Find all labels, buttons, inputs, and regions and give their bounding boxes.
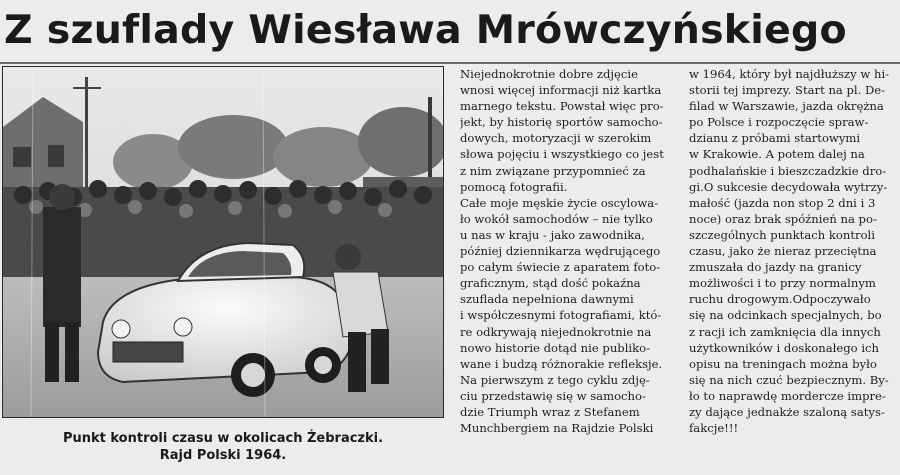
column-line: możliwości i to przy normalnym bbox=[689, 276, 876, 291]
column-line: fakcje!!! bbox=[689, 421, 739, 436]
column-line: słowa pojęciu i wszystkiego co jest bbox=[460, 147, 664, 162]
column-line: czasu, jako że nieraz przeciętna bbox=[689, 244, 877, 259]
column-line: dowych, motoryzacji w szerokim bbox=[460, 131, 652, 146]
article-column-1 bbox=[460, 66, 675, 436]
column-line: później dziennikarza wędrującego bbox=[460, 244, 661, 259]
column-line: gi.O sukcesie decydowała wytrzy- bbox=[689, 179, 888, 194]
column-line: u nas w kraju - jako zawodnika, bbox=[460, 227, 645, 242]
column-line: szczególnych punktach kontroli bbox=[689, 227, 875, 242]
column-line: wane i budzą różnorakie refleksje. bbox=[460, 356, 663, 371]
rally-car-photo bbox=[2, 66, 444, 418]
column-line: i współczesnymi fotografiami, któ- bbox=[460, 308, 662, 323]
column-line: noce) oraz brak spóźnień na po- bbox=[689, 211, 877, 226]
article-column-2 bbox=[689, 66, 897, 436]
column-line: szuflada nepełniona dawnymi bbox=[460, 292, 634, 307]
column-line: małość (jazda non stop 2 dni i 3 bbox=[689, 195, 876, 210]
column-line: się na nich czuć bezpiecznym. By- bbox=[689, 372, 889, 387]
column-line: z racji ich zamknięcia dla innych bbox=[689, 324, 881, 339]
column-line: zy dające jednakże szaloną satys- bbox=[689, 404, 885, 419]
column-line: ruchu drogowym.Odpoczywało bbox=[689, 292, 871, 307]
column-line: dzie Triumph wraz z Stefanem bbox=[460, 404, 640, 419]
column-line: jekt, by historię sportów samocho- bbox=[460, 115, 663, 130]
column-line: wnosi więcej informacji niż kartka bbox=[460, 83, 662, 98]
column-line: nowo historie dotąd nie publiko- bbox=[460, 340, 651, 355]
column-line: filad w Warszawie, jazda okrężna bbox=[689, 99, 884, 114]
column-line: zmuszała do jazdy na granicy bbox=[689, 260, 862, 275]
column-line: po całym świecie z aparatem foto- bbox=[460, 260, 661, 275]
caption-line-2: Rajd Polski 1964. bbox=[159, 448, 287, 463]
column-line: Munchbergiem na Rajdzie Polski bbox=[460, 421, 654, 436]
column-line: z nim związane przypomnieć za bbox=[460, 163, 646, 178]
column-line: ło to naprawdę mordercze impre- bbox=[689, 388, 886, 403]
column-line: po Polsce i rozpoczęcie spraw- bbox=[689, 115, 869, 130]
column-line: graficznym, stąd dość pokaźna bbox=[460, 276, 641, 291]
column-line: Całe moje męskie życie oscylowa- bbox=[460, 195, 659, 210]
column-line: w 1964, który był najdłuższy w hi- bbox=[689, 67, 890, 81]
column-line: Na pierwszym z tego cyklu zdję- bbox=[460, 372, 650, 387]
caption-line-1: Punkt kontroli czasu w okolicach Żebraczki. bbox=[62, 431, 384, 446]
article-headline: Z szuflady Wiesława Mrówczyńskiego bbox=[4, 7, 847, 53]
column-line: podhalańskie i bieszczadzkie dro- bbox=[689, 163, 887, 178]
column-line: storii tej imprezy. Start na pl. De- bbox=[689, 83, 886, 98]
column-line: Niejednokrotnie dobre zdjęcie bbox=[460, 67, 638, 81]
column-line: ciu przedstawię się w samocho- bbox=[460, 388, 646, 403]
column-line: re odkrywają niejednokrotnie na bbox=[460, 324, 652, 339]
photo-caption bbox=[0, 430, 446, 464]
column-line: użytkowników i doskonałego ich bbox=[689, 340, 880, 355]
column-line: w Krakowie. A potem dalej na bbox=[689, 147, 865, 162]
column-line: pomocą fotografii. bbox=[460, 179, 568, 194]
column-line: opisu na treningach można było bbox=[689, 356, 877, 371]
column-line: ło wokół samochodów – nie tylko bbox=[460, 211, 653, 226]
headline-rule bbox=[0, 62, 900, 64]
column-line: marnego tekstu. Powstał więc pro- bbox=[460, 99, 664, 114]
column-line: dzianu z próbami startowymi bbox=[689, 131, 861, 146]
column-line: się na odcinkach specjalnych, bo bbox=[689, 308, 882, 323]
